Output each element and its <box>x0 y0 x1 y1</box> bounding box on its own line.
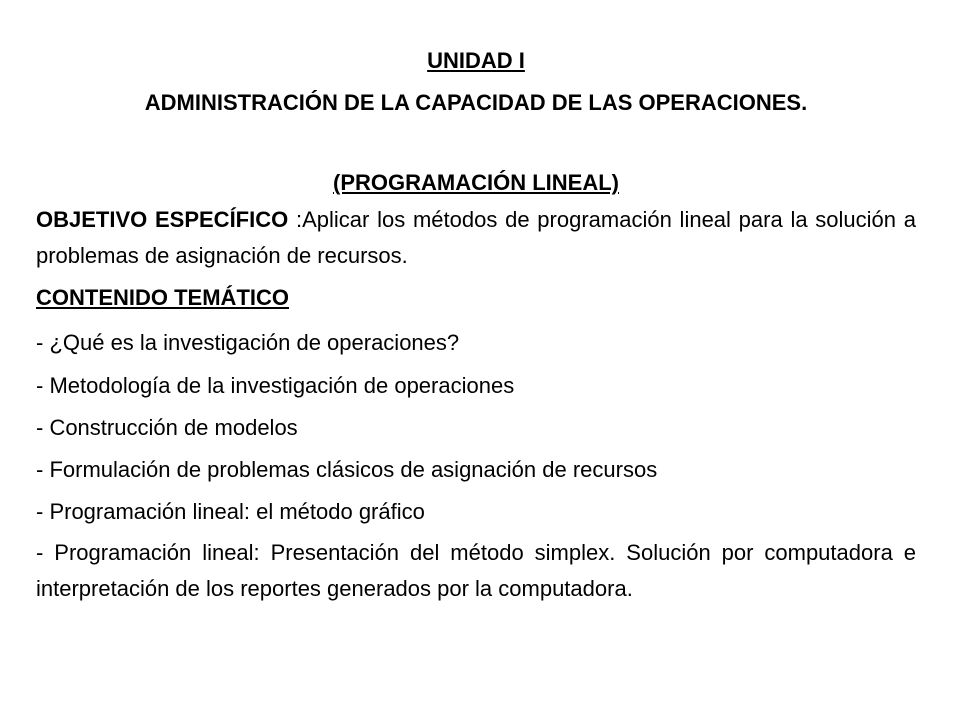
content-heading: CONTENIDO TEMÁTICO <box>36 285 289 310</box>
page-title: ADMINISTRACIÓN DE LA CAPACIDAD DE LAS OPERACIONES. <box>144 90 808 115</box>
list-item: - Programación lineal: el método gráfico <box>36 499 425 524</box>
list-item: - Formulación de problemas clásicos de asignación de recursos <box>36 457 658 482</box>
page-subtitle: (PROGRAMACIÓN LINEAL) <box>333 170 619 195</box>
list-item: - Metodología de la investigación de operaciones <box>36 373 515 398</box>
list-item: - Construcción de modelos <box>36 415 298 440</box>
objective-paragraph <box>36 202 916 274</box>
objective-text: :Aplicar los métodos de programación lineal para la solución a problemas de asignación de recursos. <box>36 207 917 268</box>
slide <box>36 0 916 720</box>
unit-title: UNIDAD I <box>427 48 525 73</box>
list-item: - Programación lineal: Presentación del método simplex. Solución por computadora e interpretación de los reportes generados por la computadora. <box>36 540 916 601</box>
list-item: - ¿Qué es la investigación de operaciones? <box>36 330 460 355</box>
objective-label: OBJETIVO ESPECÍFICO <box>36 207 289 232</box>
